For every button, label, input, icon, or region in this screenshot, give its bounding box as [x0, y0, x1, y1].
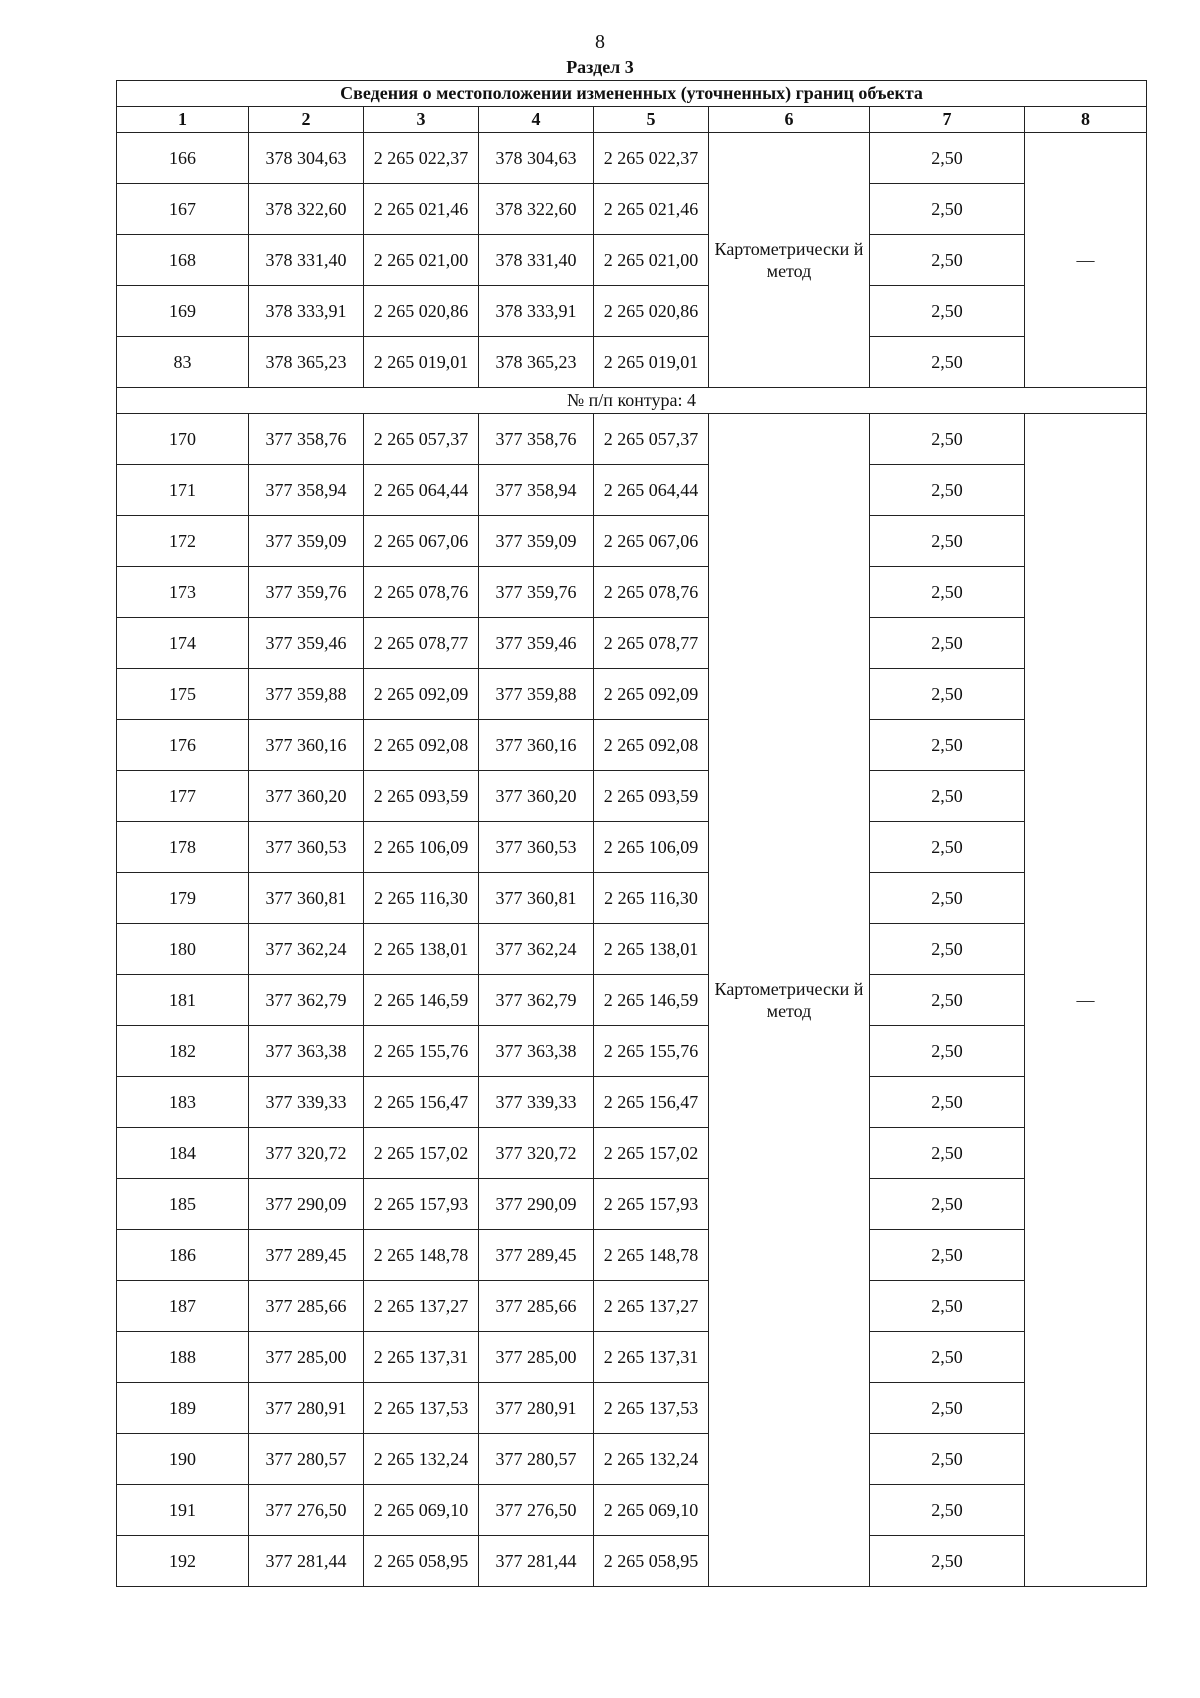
table-row: [117, 516, 1147, 567]
table-row: [117, 1485, 1147, 1536]
y-existing-cell: 2 265 157,02: [364, 1128, 479, 1179]
y-existing-cell: 2 265 078,77: [364, 618, 479, 669]
y-refined-cell: 2 265 116,30: [594, 873, 709, 924]
x-refined-cell: 378 322,60: [479, 184, 594, 235]
y-existing-cell: 2 265 058,95: [364, 1536, 479, 1587]
point-number-cell: 190: [117, 1434, 249, 1485]
y-existing-cell: 2 265 078,76: [364, 567, 479, 618]
x-existing-cell: 377 358,94: [249, 465, 364, 516]
y-refined-cell: 2 265 019,01: [594, 337, 709, 388]
accuracy-cell: 2,50: [870, 1332, 1025, 1383]
point-number-cell: 187: [117, 1281, 249, 1332]
x-refined-cell: 377 280,91: [479, 1383, 594, 1434]
x-existing-cell: 377 339,33: [249, 1077, 364, 1128]
x-existing-cell: 377 276,50: [249, 1485, 364, 1536]
x-existing-cell: 377 363,38: [249, 1026, 364, 1077]
table-row: [117, 924, 1147, 975]
x-existing-cell: 378 304,63: [249, 133, 364, 184]
x-refined-cell: 377 359,09: [479, 516, 594, 567]
table-row: [117, 1026, 1147, 1077]
point-number-cell: 178: [117, 822, 249, 873]
x-existing-cell: 378 331,40: [249, 235, 364, 286]
accuracy-cell: 2,50: [870, 618, 1025, 669]
table-row: [117, 235, 1147, 286]
x-existing-cell: 377 290,09: [249, 1179, 364, 1230]
y-existing-cell: 2 265 022,37: [364, 133, 479, 184]
section-title: Раздел 3: [566, 57, 634, 77]
x-refined-cell: 378 331,40: [479, 235, 594, 286]
point-number-cell: 189: [117, 1383, 249, 1434]
y-refined-cell: 2 265 137,27: [594, 1281, 709, 1332]
point-number-cell: 192: [117, 1536, 249, 1587]
y-refined-cell: 2 265 078,76: [594, 567, 709, 618]
y-refined-cell: 2 265 021,46: [594, 184, 709, 235]
y-refined-cell: 2 265 156,47: [594, 1077, 709, 1128]
x-refined-cell: 377 360,53: [479, 822, 594, 873]
x-refined-cell: 377 360,20: [479, 771, 594, 822]
table-row: [117, 618, 1147, 669]
point-number-cell: 181: [117, 975, 249, 1026]
y-refined-cell: 2 265 069,10: [594, 1485, 709, 1536]
y-refined-cell: 2 265 138,01: [594, 924, 709, 975]
accuracy-cell: 2,50: [870, 337, 1025, 388]
point-number-cell: 169: [117, 286, 249, 337]
table-row: [117, 1230, 1147, 1281]
accuracy-cell: 2,50: [870, 771, 1025, 822]
y-refined-cell: 2 265 148,78: [594, 1230, 709, 1281]
y-existing-cell: 2 265 146,59: [364, 975, 479, 1026]
accuracy-cell: 2,50: [870, 184, 1025, 235]
table-row: [117, 1128, 1147, 1179]
point-number-cell: 179: [117, 873, 249, 924]
x-refined-cell: 377 359,76: [479, 567, 594, 618]
x-refined-cell: 377 276,50: [479, 1485, 594, 1536]
accuracy-cell: 2,50: [870, 1128, 1025, 1179]
x-existing-cell: 377 360,81: [249, 873, 364, 924]
column-header: 3: [364, 107, 479, 133]
x-existing-cell: 377 360,20: [249, 771, 364, 822]
table-row: [117, 1281, 1147, 1332]
accuracy-cell: 2,50: [870, 1281, 1025, 1332]
point-number-cell: 174: [117, 618, 249, 669]
x-existing-cell: 377 360,16: [249, 720, 364, 771]
boundary-coordinates-table: [116, 80, 1147, 1587]
x-refined-cell: 377 362,79: [479, 975, 594, 1026]
table-caption: Сведения о местоположении измененных (уточненных) границ объекта: [117, 81, 1147, 107]
table-row: [117, 1536, 1147, 1587]
x-existing-cell: 377 362,24: [249, 924, 364, 975]
point-number-cell: 183: [117, 1077, 249, 1128]
x-existing-cell: 377 359,09: [249, 516, 364, 567]
note-cell: —: [1025, 414, 1147, 1587]
y-refined-cell: 2 265 132,24: [594, 1434, 709, 1485]
column-header: 4: [479, 107, 594, 133]
y-refined-cell: 2 265 092,09: [594, 669, 709, 720]
y-refined-cell: 2 265 021,00: [594, 235, 709, 286]
column-header: 7: [870, 107, 1025, 133]
accuracy-cell: 2,50: [870, 567, 1025, 618]
point-number-cell: 168: [117, 235, 249, 286]
y-existing-cell: 2 265 019,01: [364, 337, 479, 388]
x-existing-cell: 377 359,88: [249, 669, 364, 720]
accuracy-cell: 2,50: [870, 1077, 1025, 1128]
table-row: [117, 465, 1147, 516]
y-refined-cell: 2 265 020,86: [594, 286, 709, 337]
y-existing-cell: 2 265 092,09: [364, 669, 479, 720]
accuracy-cell: 2,50: [870, 1434, 1025, 1485]
x-refined-cell: 377 320,72: [479, 1128, 594, 1179]
x-existing-cell: 377 360,53: [249, 822, 364, 873]
point-number-cell: 182: [117, 1026, 249, 1077]
y-refined-cell: 2 265 057,37: [594, 414, 709, 465]
table-row: [117, 567, 1147, 618]
accuracy-cell: 2,50: [870, 873, 1025, 924]
page-number: 8: [595, 31, 605, 53]
y-refined-cell: 2 265 092,08: [594, 720, 709, 771]
x-existing-cell: 377 280,91: [249, 1383, 364, 1434]
y-existing-cell: 2 265 057,37: [364, 414, 479, 465]
table-row: [117, 1179, 1147, 1230]
contour-label: № п/п контура: 4: [117, 388, 1147, 414]
table-row: [117, 822, 1147, 873]
accuracy-cell: 2,50: [870, 414, 1025, 465]
y-refined-cell: 2 265 064,44: [594, 465, 709, 516]
point-number-cell: 166: [117, 133, 249, 184]
x-refined-cell: 377 360,16: [479, 720, 594, 771]
y-existing-cell: 2 265 155,76: [364, 1026, 479, 1077]
x-refined-cell: 377 358,94: [479, 465, 594, 516]
point-number-cell: 188: [117, 1332, 249, 1383]
point-number-cell: 191: [117, 1485, 249, 1536]
table-row: [117, 337, 1147, 388]
x-refined-cell: 377 289,45: [479, 1230, 594, 1281]
table-row: [117, 1434, 1147, 1485]
x-refined-cell: 377 360,81: [479, 873, 594, 924]
x-refined-cell: 377 281,44: [479, 1536, 594, 1587]
x-existing-cell: 377 358,76: [249, 414, 364, 465]
column-header: 8: [1025, 107, 1147, 133]
y-refined-cell: 2 265 093,59: [594, 771, 709, 822]
y-refined-cell: 2 265 155,76: [594, 1026, 709, 1077]
accuracy-cell: 2,50: [870, 720, 1025, 771]
column-header: 5: [594, 107, 709, 133]
accuracy-cell: 2,50: [870, 1230, 1025, 1281]
point-number-cell: 175: [117, 669, 249, 720]
table-row: [117, 1077, 1147, 1128]
accuracy-cell: 2,50: [870, 1536, 1025, 1587]
column-header: 1: [117, 107, 249, 133]
x-refined-cell: 378 333,91: [479, 286, 594, 337]
y-existing-cell: 2 265 020,86: [364, 286, 479, 337]
x-existing-cell: 377 285,66: [249, 1281, 364, 1332]
x-existing-cell: 378 365,23: [249, 337, 364, 388]
accuracy-cell: 2,50: [870, 1179, 1025, 1230]
x-refined-cell: 377 358,76: [479, 414, 594, 465]
point-number-cell: 177: [117, 771, 249, 822]
x-refined-cell: 377 290,09: [479, 1179, 594, 1230]
x-refined-cell: 377 285,00: [479, 1332, 594, 1383]
accuracy-cell: 2,50: [870, 133, 1025, 184]
y-existing-cell: 2 265 021,46: [364, 184, 479, 235]
y-existing-cell: 2 265 137,27: [364, 1281, 479, 1332]
accuracy-cell: 2,50: [870, 924, 1025, 975]
y-existing-cell: 2 265 021,00: [364, 235, 479, 286]
x-refined-cell: 378 304,63: [479, 133, 594, 184]
x-existing-cell: 377 289,45: [249, 1230, 364, 1281]
column-header-row: [117, 107, 1147, 133]
y-existing-cell: 2 265 138,01: [364, 924, 479, 975]
x-refined-cell: 377 339,33: [479, 1077, 594, 1128]
x-existing-cell: 377 285,00: [249, 1332, 364, 1383]
x-refined-cell: 378 365,23: [479, 337, 594, 388]
table-row: [117, 184, 1147, 235]
y-existing-cell: 2 265 064,44: [364, 465, 479, 516]
point-number-cell: 180: [117, 924, 249, 975]
x-refined-cell: 377 285,66: [479, 1281, 594, 1332]
table-row: [117, 286, 1147, 337]
y-refined-cell: 2 265 058,95: [594, 1536, 709, 1587]
y-existing-cell: 2 265 106,09: [364, 822, 479, 873]
accuracy-cell: 2,50: [870, 1485, 1025, 1536]
x-existing-cell: 377 320,72: [249, 1128, 364, 1179]
y-existing-cell: 2 265 137,31: [364, 1332, 479, 1383]
note-cell: —: [1025, 133, 1147, 388]
x-existing-cell: 377 280,57: [249, 1434, 364, 1485]
point-number-cell: 186: [117, 1230, 249, 1281]
table-row: [117, 720, 1147, 771]
accuracy-cell: 2,50: [870, 286, 1025, 337]
accuracy-cell: 2,50: [870, 235, 1025, 286]
accuracy-cell: 2,50: [870, 669, 1025, 720]
accuracy-cell: 2,50: [870, 1383, 1025, 1434]
y-existing-cell: 2 265 069,10: [364, 1485, 479, 1536]
x-refined-cell: 377 280,57: [479, 1434, 594, 1485]
y-refined-cell: 2 265 157,93: [594, 1179, 709, 1230]
table-row: [117, 414, 1147, 465]
x-existing-cell: 377 359,76: [249, 567, 364, 618]
x-refined-cell: 377 359,46: [479, 618, 594, 669]
x-existing-cell: 377 362,79: [249, 975, 364, 1026]
accuracy-cell: 2,50: [870, 516, 1025, 567]
x-refined-cell: 377 362,24: [479, 924, 594, 975]
accuracy-cell: 2,50: [870, 1026, 1025, 1077]
y-refined-cell: 2 265 157,02: [594, 1128, 709, 1179]
point-number-cell: 170: [117, 414, 249, 465]
point-number-cell: 184: [117, 1128, 249, 1179]
y-existing-cell: 2 265 157,93: [364, 1179, 479, 1230]
x-existing-cell: 378 333,91: [249, 286, 364, 337]
table-row: [117, 771, 1147, 822]
y-refined-cell: 2 265 137,31: [594, 1332, 709, 1383]
method-cell: Картометрически й метод: [709, 414, 870, 1587]
y-existing-cell: 2 265 116,30: [364, 873, 479, 924]
table-row: [117, 1332, 1147, 1383]
table-row: [117, 873, 1147, 924]
x-existing-cell: 377 359,46: [249, 618, 364, 669]
x-refined-cell: 377 363,38: [479, 1026, 594, 1077]
point-number-cell: 167: [117, 184, 249, 235]
table-row: [117, 975, 1147, 1026]
accuracy-cell: 2,50: [870, 822, 1025, 873]
column-header: 2: [249, 107, 364, 133]
y-existing-cell: 2 265 148,78: [364, 1230, 479, 1281]
x-existing-cell: 377 281,44: [249, 1536, 364, 1587]
y-existing-cell: 2 265 156,47: [364, 1077, 479, 1128]
y-refined-cell: 2 265 078,77: [594, 618, 709, 669]
y-existing-cell: 2 265 132,24: [364, 1434, 479, 1485]
point-number-cell: 176: [117, 720, 249, 771]
x-refined-cell: 377 359,88: [479, 669, 594, 720]
accuracy-cell: 2,50: [870, 975, 1025, 1026]
point-number-cell: 185: [117, 1179, 249, 1230]
method-cell: Картометрически й метод: [709, 133, 870, 388]
column-header: 6: [709, 107, 870, 133]
table-row: [117, 669, 1147, 720]
contour-row: [117, 388, 1147, 414]
y-existing-cell: 2 265 067,06: [364, 516, 479, 567]
accuracy-cell: 2,50: [870, 465, 1025, 516]
point-number-cell: 172: [117, 516, 249, 567]
table-row: [117, 133, 1147, 184]
y-refined-cell: 2 265 137,53: [594, 1383, 709, 1434]
y-existing-cell: 2 265 093,59: [364, 771, 479, 822]
y-refined-cell: 2 265 106,09: [594, 822, 709, 873]
point-number-cell: 173: [117, 567, 249, 618]
y-refined-cell: 2 265 067,06: [594, 516, 709, 567]
y-refined-cell: 2 265 146,59: [594, 975, 709, 1026]
y-refined-cell: 2 265 022,37: [594, 133, 709, 184]
table-row: [117, 1383, 1147, 1434]
y-existing-cell: 2 265 137,53: [364, 1383, 479, 1434]
y-existing-cell: 2 265 092,08: [364, 720, 479, 771]
point-number-cell: 83: [117, 337, 249, 388]
point-number-cell: 171: [117, 465, 249, 516]
x-existing-cell: 378 322,60: [249, 184, 364, 235]
